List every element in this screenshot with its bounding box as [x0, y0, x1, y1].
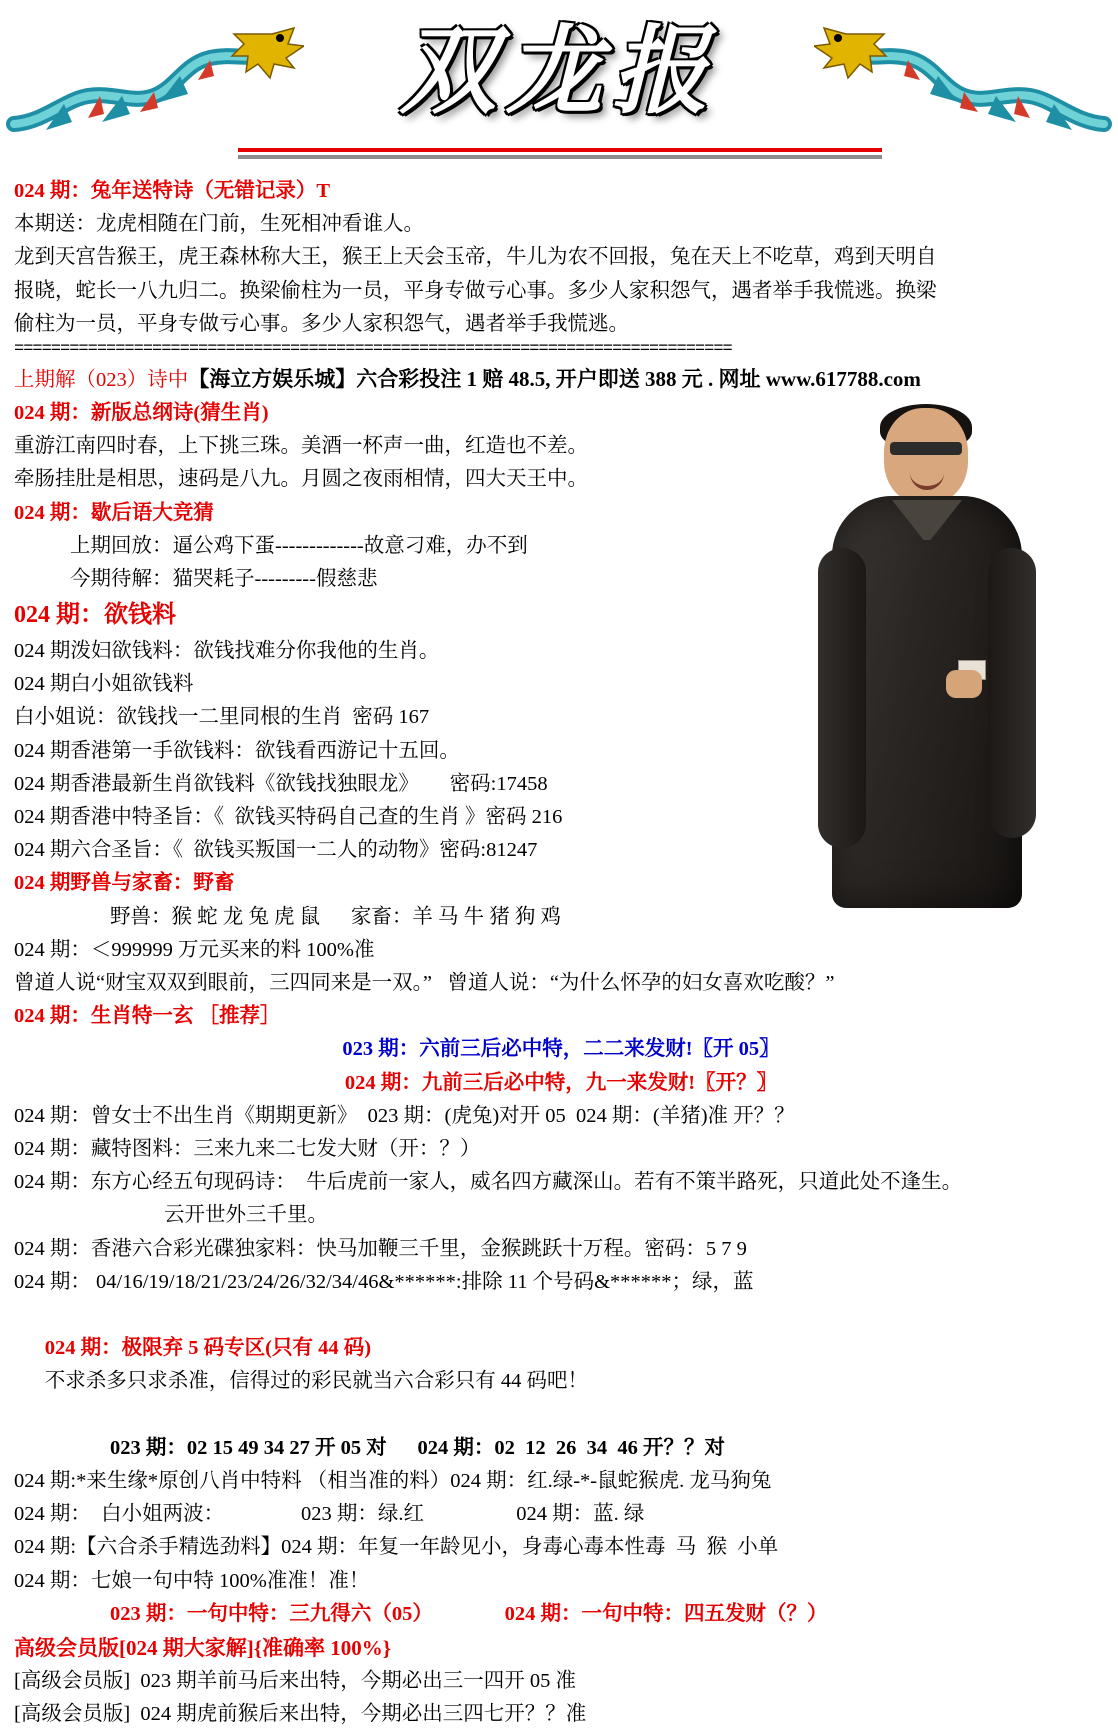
section5-row2-3: 024 期：七娘一句中特 100%准准！准！ — [14, 1569, 370, 1592]
ad-banner[interactable] — [14, 362, 1108, 397]
man-photo — [806, 408, 1046, 908]
rule-gray — [238, 155, 882, 159]
beast-heading: 024 期野兽与家畜：野畜 — [14, 872, 235, 895]
section-separator: ============================================================================== — [14, 340, 732, 360]
section4-heading: 024 期：欲钱料 — [14, 602, 176, 629]
section5-row2-0: 024 期:*来生缘*原创八肖中特料 （相当准的料）024 期：红.绿-*-鼠蛇猴虎. 龙马狗兔 — [14, 1470, 772, 1493]
section4-row-2: 白小姐说：欲钱找一二里同根的生肖 密码 167 — [14, 706, 430, 729]
section5-row-2: 024 期：东方心经五句现码诗： 牛后虎前一家人，威名四方藏深山。若有不策半路死，只道此处不逢生。 — [14, 1171, 963, 1194]
section5-heading: 024 期：生肖特一玄 ［推荐］ — [14, 1005, 281, 1028]
member-heading: 高级会员版[024 期大家解]{准确率 100%} — [14, 1636, 392, 1661]
section4-row-3: 024 期香港第一手欲钱料：欲钱看西游记十五回。 — [14, 739, 460, 762]
photo-hand — [946, 670, 982, 698]
section5-row2-2: 024 期:【六合杀手精选劲料】024 期：年复一年龄见小，身毒心毒本性毒 马 猴 小单 — [14, 1536, 779, 1559]
sunglasses-icon — [890, 442, 962, 455]
section1-heading: 024 期：兔年送特诗（无错记录）T — [14, 180, 331, 202]
section4-quote: 曾道人说“财宝双双到眼前，三四同来是一双。” 曾道人说：“为什么怀孕的妇女喜欢吃酸？” — [14, 972, 835, 995]
photo-arm-left — [818, 548, 866, 848]
member-row-1: [高级会员版] 023 期羊前马后来出特，今期必出三一四开 05 准 — [14, 1670, 577, 1693]
section5-row-1: 024 期：藏特图料：三来九来二七发大财（开：？） — [14, 1138, 481, 1161]
ad-label: 上期解（023）诗中 — [14, 368, 189, 391]
limit-row — [14, 1299, 1108, 1432]
limit-text: 不求杀多只求杀准，信得过的彩民就当六合彩只有 44 码吧！ — [44, 1370, 588, 1393]
member-row-2: [高级会员版] 024 期虎前猴后来出特，今期必出三四七开？？准 — [14, 1703, 587, 1726]
section5-row-4: 024 期：香港六合彩光碟独家料：快马加鞭三千里，金猴跳跃十万程。密码：5 7 9 — [14, 1237, 747, 1260]
section5-blue-line: 023 期：六前三后必中特，二二来发财!〖开 05〗 — [342, 1038, 780, 1061]
section5-row2-1: 024 期： 白小姐两波： 023 期：绿.红 024 期：蓝. 绿 — [14, 1503, 645, 1526]
page-title: 双龙报 — [400, 14, 718, 127]
limit-heading: 024 期：极限弃 5 码专区(只有 44 码) — [44, 1337, 372, 1360]
section1-line1: 本期送：龙虎相随在门前，生死相冲看谁人。 — [14, 213, 424, 236]
beast-line: 野兽：猴 蛇 龙 兔 虎 鼠 家畜：羊 马 牛 猪 狗 鸡 — [110, 905, 561, 928]
section4-row-4: 024 期香港最新生肖欲钱料《欲钱找独眼龙》 密码:17458 — [14, 772, 548, 795]
masthead-rules — [238, 148, 882, 162]
masthead — [0, 0, 1118, 175]
section3-heading: 024 期：歇后语大竞猜 — [14, 501, 214, 524]
section1-line4: 偷柱为一员，平身专做亏心事。多少人家积怨气，遇者举手我慌逃。 — [14, 312, 629, 335]
section2-line1: 重游江南四时春，上下挑三珠。美酒一杯声一曲，红造也不差。 — [14, 435, 588, 458]
section5-row-0: 024 期：曾女士不出生肖《期期更新》 023 期：(虎兔)对开 05 024 期：(羊猪)准 开？？ — [14, 1104, 795, 1127]
section2-line2: 牵肠挂肚是相思，速码是八九。月圆之夜雨相情，四大天王中。 — [14, 468, 588, 491]
section4-row-6: 024 期六合圣旨：《 欲钱买叛国一二人的动物》密码:81247 — [14, 839, 538, 862]
section5-red-summary: 023 期：一句中特：三九得六（05） 024 期：一句中特：四五发财（？） — [110, 1602, 828, 1625]
section4-row-1: 024 期白小姐欲钱料 — [14, 673, 194, 696]
section1-line3: 报晓，蛇长一八九归二。换梁偷柱为一员，平身专做亏心事。多少人家积怨气，遇者举手我慌逃。换梁 — [14, 279, 937, 302]
section4-row-5: 024 期香港中特圣旨：《 欲钱买特码自己查的生肖 》密码 216 — [14, 806, 563, 829]
section5-row-5: 024 期： 04/16/19/18/21/23/24/26/32/34/46&******:排除 11 个号码&******；绿，蓝 — [14, 1270, 754, 1293]
section4-line-999: 024 期：＜999999 万元买来的料 100%准 — [14, 938, 375, 961]
rule-red — [238, 148, 882, 152]
section5-row-3: 云开世外三千里。 — [164, 1204, 328, 1227]
section1-line2: 龙到天宫告猴王，虎王森林称大王，猴王上天会玉帝，牛儿为农不回报，兔在天上不吃草，鸡到天明自 — [14, 246, 937, 269]
photo-arm-right — [988, 548, 1036, 838]
section3-line1: 上期回放：逼公鸡下蛋-------------故意刁难，办不到 — [70, 534, 528, 557]
section3-line2: 今期待解：猫哭耗子---------假慈悲 — [70, 567, 378, 590]
section5-red-line: 024 期：九前三后必中特，九一来发财!〖开？〗 — [344, 1071, 778, 1094]
limit-line: 023 期：02 15 49 34 27 开 05 对 024 期：02 12 26 34 46 开？？对 — [110, 1436, 725, 1459]
section4-row-0: 024 期泼妇欲钱料：欲钱找难分你我他的生肖。 — [14, 640, 440, 662]
section2-heading: 024 期：新版总纲诗(猜生肖) — [14, 401, 269, 424]
ad-text[interactable]: 【海立方娱乐城】六合彩投注 1 赔 48.5, 开户即送 388 元 . 网址 www.617788.com — [188, 366, 921, 391]
